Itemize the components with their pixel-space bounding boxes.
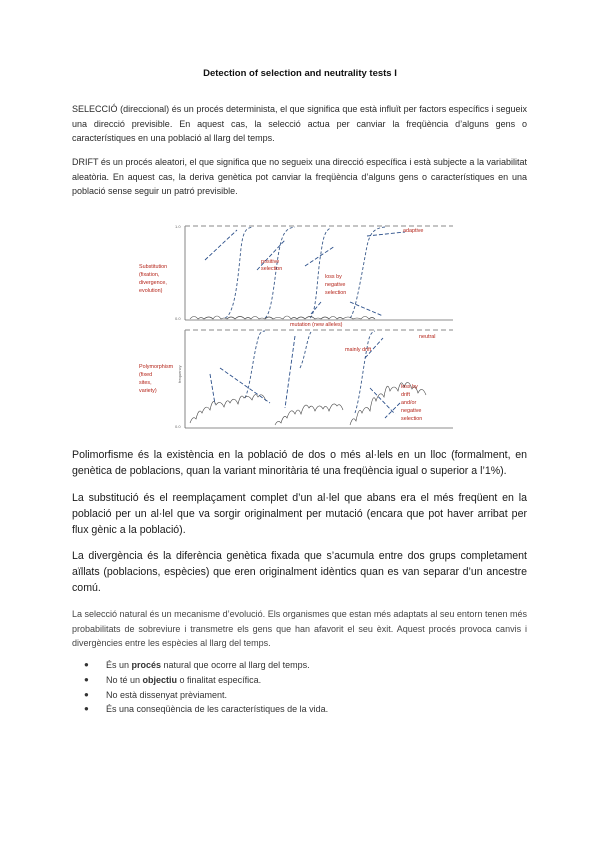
paragraph-drift: DRIFT és un procés aleatori, el que significa que no segueix una direcció específica i està subjecte a la variabilitat aleatòria. En aquest cas, la deriva genètica pot canviar la freqüència d’alguns gens o característiques en una població sense seguir un patró previsible. — [72, 157, 527, 197]
label-positive-2: selection — [261, 266, 283, 272]
list-item — [84, 673, 328, 688]
arrow-substitution — [205, 230, 237, 260]
tick-top-high: 1.0 — [175, 224, 181, 229]
bullet-icon: ● — [84, 660, 89, 669]
drift-trace-2 — [275, 404, 343, 425]
sweep-curve-1 — [225, 227, 253, 318]
label-loss-drift-3: and/or — [401, 400, 417, 406]
label-polymorphism-1: Polymorphism — [139, 364, 174, 370]
label-substitution-2: (fixation, — [139, 272, 160, 278]
bullet-text: És una conseqüència de les característiques de la vida. — [106, 704, 329, 715]
paragraph-seleccio: SELECCIÓ (direccional) és un procés determinista, el que significa que està influït per factors específics i segueix una direcció previsible. En aquest cas, la selecció actua per canviar la freqüència d’alguns gens o característiques en una població al llarg del temps. — [72, 104, 527, 144]
sweep-curve-2 — [265, 227, 295, 318]
label-polymorphism-4: variety) — [139, 388, 157, 394]
bullet-text-end: o finalitat específica. — [177, 674, 262, 685]
label-loss-negative-1: loss by — [325, 274, 342, 280]
label-substitution-3: divergence, — [139, 280, 167, 286]
bullet-bold: procés — [131, 660, 162, 670]
label-loss-negative-3: selection — [325, 290, 347, 296]
label-loss-negative-2: negative — [325, 282, 346, 288]
list-item — [84, 658, 328, 673]
label-mutation: mutation (new alleles) — [290, 322, 343, 328]
document-title: Detection of selection and neutrality tests I — [203, 68, 397, 79]
arrow-loss-negative — [311, 302, 321, 314]
arrow-adaptive — [367, 232, 405, 236]
label-positive-1: positive — [261, 259, 280, 265]
sweep-curve-4 — [350, 227, 385, 318]
bullet-icon: ● — [84, 704, 89, 714]
bullet-icon: ● — [84, 689, 89, 699]
arrow-neutral-sweep — [285, 336, 295, 408]
bullet-text: No té un — [106, 674, 143, 685]
bullet-text-end: natural que ocorre al llarg del temps. — [161, 660, 310, 670]
label-neutral: neutral — [419, 334, 436, 340]
paragraph-polimorfisme: Polimorfisme és la existència en la població de dos o més al·lels en un lloc (formalment, en genètica de poblacions, quan la variant minoritària té una freqüència igual o superior a l’1%). — [72, 449, 527, 478]
characteristics-list — [84, 658, 328, 717]
tick-top-low: 0.0 — [175, 316, 181, 321]
drift-curve-1 — [245, 331, 265, 398]
tick-bottom-low: 0.0 — [175, 424, 181, 429]
bullet-icon: ● — [84, 674, 89, 684]
paragraph-substitucio: La substitució és el reemplaçament complet d’un al·lel que abans era el més freqüent en la població per un al·lel que va sorgir originalment per mutació (encara que pot haver arribat per flux gènic a la població). — [72, 492, 527, 537]
list-item — [84, 688, 328, 703]
drift-curve-2 — [300, 332, 311, 368]
y-axis-label: frequency — [177, 365, 182, 383]
bullet-text: No està dissenyat prèviament. — [106, 689, 228, 700]
arrow-loss-negative-2 — [350, 302, 383, 316]
label-substitution-4: evolution) — [139, 288, 163, 294]
label-polymorphism-3: sites, — [139, 380, 152, 386]
label-substitution-1: Substitution — [139, 264, 168, 270]
paragraph-divergencia: La divergència és la diferència genètica fixada que s’acumula entre dos grups completament aïllats (poblacions, espècies) que eren originalment idèntics quan es van separar d’un ancestre comú. — [72, 550, 527, 595]
selection-drift-figure — [135, 218, 455, 432]
drift-trace-1 — [190, 395, 266, 423]
label-mainly-drift: mainly drift — [345, 347, 372, 353]
list-item — [84, 702, 328, 717]
label-polymorphism-2: (fixed — [139, 372, 153, 378]
label-loss-drift-5: selection — [401, 416, 423, 422]
top-noise-trace — [190, 316, 375, 319]
arrow-loss-drift — [385, 403, 400, 418]
sweep-curve-3 — [310, 228, 331, 318]
top-curves — [225, 227, 385, 318]
bottom-noise-traces — [190, 382, 426, 425]
arrow-positive-selection — [305, 246, 335, 266]
paragraph-seleccio-natural: La selecció natural és un mecanisme d’evolució. Els organismes que estan més adaptats al seu entorn tenen més probabilitats de sobreviure i transmetre els gens que han afavorit el seu èxit. Aquest procés provoca canvis i divergències entre les espècies al llarg del temps. — [72, 609, 527, 649]
arrow-mainly-drift — [370, 388, 395, 414]
bullet-bold: objectiu — [142, 674, 178, 685]
bottom-curves — [245, 331, 375, 413]
label-loss-drift-2: drift — [401, 392, 410, 398]
label-adaptive: adaptive — [403, 228, 424, 234]
label-loss-drift-1: loss by — [401, 384, 418, 390]
label-loss-drift-4: negative — [401, 408, 422, 414]
selection-drift-diagram — [135, 218, 455, 432]
bullet-text: És un — [106, 660, 132, 670]
arrow-polymorphism — [210, 374, 215, 404]
